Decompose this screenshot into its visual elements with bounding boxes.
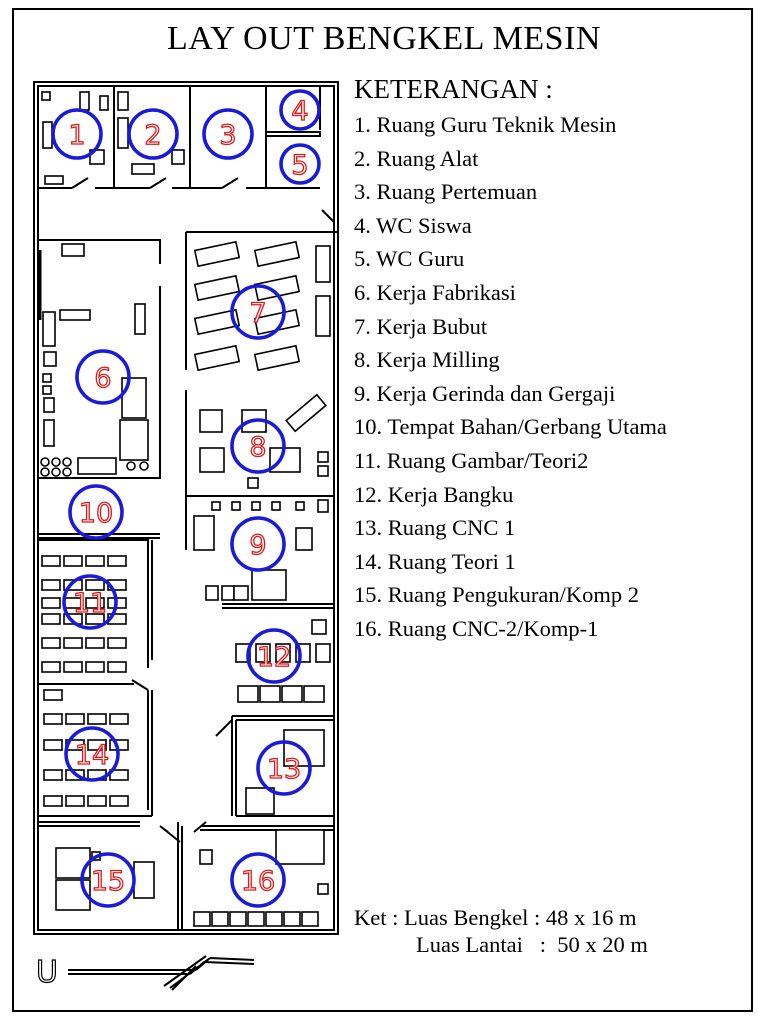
- svg-text:7: 7: [249, 298, 267, 329]
- svg-text:12: 12: [256, 642, 292, 673]
- side-door: [322, 210, 338, 232]
- svg-text:4: 4: [291, 96, 309, 127]
- marker-9: [232, 518, 284, 570]
- workshop-area-value: : 48 x 16 m: [533, 905, 637, 930]
- legend-item: 2. Ruang Alat: [354, 145, 479, 171]
- svg-text:9: 9: [249, 530, 267, 561]
- floor-area-label: Luas Lantai: [416, 932, 523, 957]
- legend-list: [354, 110, 667, 648]
- legend-item: 12. Kerja Bangku: [354, 481, 514, 507]
- workshop-area-row: [354, 904, 648, 931]
- marker-4: [281, 91, 319, 129]
- legend-item: 16. Ruang CNC-2/Komp-1: [354, 615, 599, 641]
- marker-5: [281, 145, 319, 183]
- svg-text:16: 16: [240, 866, 276, 897]
- marker-2: [129, 110, 177, 158]
- floor-area-row: [354, 931, 648, 958]
- legend-item: 14. Ruang Teori 1: [354, 548, 516, 574]
- legend-item: 7. Kerja Bubut: [354, 313, 488, 339]
- workshop-area-label: Luas Bengkel: [404, 905, 529, 930]
- svg-text:6: 6: [94, 363, 112, 394]
- legend-item: 5. WC Guru: [354, 246, 465, 272]
- legend-item: 9. Kerja Gerinda dan Gergaji: [354, 380, 616, 406]
- svg-text:15: 15: [90, 866, 126, 897]
- legend-item: 10. Tempat Bahan/Gerbang Utama: [354, 414, 667, 440]
- svg-text:1: 1: [68, 120, 86, 151]
- marker-10: [70, 486, 122, 538]
- marker-3: [204, 110, 252, 158]
- legend-item: 4. WC Siswa: [354, 212, 472, 238]
- marker-1: [53, 110, 101, 158]
- svg-text:3: 3: [219, 120, 237, 151]
- svg-text:5: 5: [291, 150, 309, 181]
- svg-text:U: U: [36, 955, 58, 990]
- page-title: LAY OUT BENGKEL MESIN: [167, 20, 601, 57]
- svg-text:2: 2: [144, 120, 162, 151]
- svg-text:13: 13: [266, 754, 302, 785]
- area-note: [354, 904, 648, 958]
- svg-text:10: 10: [78, 498, 114, 529]
- legend-item: 15. Ruang Pengukuran/Komp 2: [354, 582, 639, 608]
- svg-text:11: 11: [72, 588, 108, 619]
- legend-item: 11. Ruang Gambar/Teori2: [354, 447, 589, 473]
- legend-item: 13. Ruang CNC 1: [354, 515, 516, 541]
- room-6: [38, 240, 160, 478]
- north-arrow: [36, 955, 254, 990]
- svg-text:8: 8: [249, 432, 267, 463]
- legend-item: 1. Ruang Guru Teknik Mesin: [354, 112, 617, 137]
- svg-text:14: 14: [74, 740, 110, 771]
- marker-16: [232, 854, 284, 906]
- floor-area-value: : 50 x 20 m: [539, 932, 648, 957]
- legend-item: 8. Kerja Milling: [354, 347, 500, 373]
- marker-6: [77, 351, 129, 403]
- ket-label: Ket :: [354, 905, 399, 930]
- legend-heading: KETERANGAN :: [354, 74, 553, 104]
- legend-item: 3. Ruang Pertemuan: [354, 179, 538, 205]
- legend-item: 6. Kerja Fabrikasi: [354, 279, 516, 305]
